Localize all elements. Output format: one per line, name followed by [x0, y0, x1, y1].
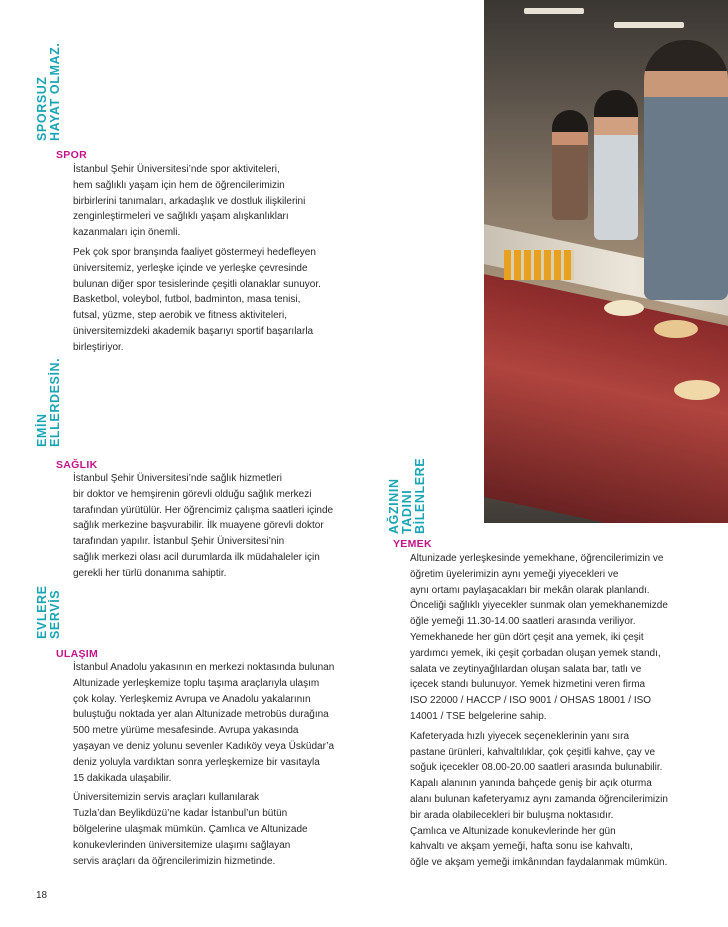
section-heading-ulasim: ULAŞIM: [56, 648, 99, 660]
side-title-line: SPORSUZ: [35, 76, 49, 141]
section-body-yemek: [410, 551, 726, 875]
side-title-line: EVLERE: [35, 585, 49, 639]
side-title-spor: [36, 43, 62, 141]
person-silhouette: [644, 40, 728, 300]
side-title-saglik: [36, 358, 62, 447]
paragraph: Pek çok spor branşında faaliyet göstermeyi hedefleyen üniversitemiz, yerleşke içinde ve yerleşke çevresinde bulunan diğer spor tesislerinde çeşitli olanaklar sunuyor. Basketbol, voleybol, futbol, badminton, masa tenisi, futsal, yüzme, step aerobik ve fitness aktiviteleri, üniversitemizdeki akademik başarıyı sportif başarılarla birleştiriyor.: [73, 246, 321, 353]
section-body-saglik: [73, 471, 373, 586]
drink-bottles: [504, 250, 574, 280]
section-heading-spor: SPOR: [56, 149, 87, 161]
food-plate: [674, 380, 720, 400]
section-body-ulasim: [73, 660, 378, 873]
ceiling-light: [614, 22, 684, 28]
paragraph: Altunizade yerleşkesinde yemekhane, öğrencilerimizin ve öğretim üyelerimizin aynı yemeği yiyecekleri ve aynı ortamı paylaşacakları bir mekân olarak planlandı. Önceliği sağlıklı yiyecekler sunmak olan yemekhanemizde öğle yemeği 11.30-14.00 saatleri arasında veriliyor. Yemekhanede her gün dört çeşit ana yemek, iki çeşit yardımcı yemek, iki çeşit çorbadan oluşan yemek standı, salata ve zeytinyağlılardan oluşan salata bar, tatlı ve içecek standı bulunuyor. Yemek hizmetini veren firma ISO 22000 / HACCP / ISO 9001 / OHSAS 18001 / ISO 14001 / TSE belgelerine sahip.: [410, 553, 668, 722]
side-title-yemek: [388, 458, 427, 534]
side-title-line: ELLERDESİN.: [48, 357, 62, 447]
side-title-line: SERVİS: [48, 589, 62, 639]
paragraph: İstanbul Şehir Üniversitesi’nde sağlık hizmetleri bir doktor ve hemşirenin görevli olduğu sağlık merkezi tarafından yürütülür. Her öğrencimiz çalışma saatleri içinde sağlık merkezine başvurabilir. İlk muayene görevli doktor tarafından yapılır. İstanbul Şehir Üniversitesi’nin sağlık merkezi olası acil durumlarda ilk müdahaleler için gerekli her türlü donanıma sahiptir.: [73, 473, 334, 579]
side-title-line: BİLENLERE: [413, 457, 427, 534]
side-title-line: EMİN: [35, 413, 49, 447]
side-title-line: TADINI: [400, 489, 414, 534]
page-number: 18: [36, 890, 48, 901]
section-heading-saglik: SAĞLIK: [56, 459, 98, 471]
section-heading-yemek: YEMEK: [393, 538, 432, 550]
side-title-ulasim: [36, 585, 62, 639]
food-plate: [604, 300, 644, 316]
cafeteria-photo: [484, 0, 728, 523]
paragraph: Kafeteryada hızlı yiyecek seçeneklerinin yanı sıra pastane ürünleri, kahvaltılıklar, çok çeşitli kahve, çay ve soğuk içecekler 08.00-20.00 saatleri arasında bulunabilir. Kapalı alanının yanında bahçede geniş bir açık oturma alanı bulunan kafeteryamız aynı zamanda öğrencilerimizin bir arada olabilecekleri bir buluşma noktasıdır. Çamlıca ve Altunizade konukevlerinde her gün kahvaltı ve akşam yemeği, hafta sonu ise kahvaltı, öğle ve akşam yemeği imkânından faydalanmak mümkün.: [410, 730, 668, 869]
ceiling-light: [524, 8, 584, 14]
paragraph: İstanbul Şehir Üniversitesi’nde spor aktiviteleri, hem sağlıklı yaşam için hem de öğrencilerimizin birbirlerini tanımaları, arkadaşlık ve dostluk ilişkilerini zenginleştirmeleri ve sağlıklı yaşam alışkanlıkları kazanmaları için önemli.: [73, 164, 306, 239]
side-title-line: HAYAT OLMAZ.: [48, 42, 62, 141]
paragraph: Üniversitemizin servis araçları kullanılarak Tuzla’dan Beylikdüzü’ne kadar İstanbul’un bütün bölgelerine ulaşmak mümkün. Çamlıca ve Altunizade konukevlerinden üniversitemize ulaşımı sağlayan servis araçları da öğrencilerimizin hizmetinde.: [73, 792, 308, 867]
person-silhouette: [552, 110, 588, 220]
section-body-spor: [73, 162, 373, 360]
food-plate: [654, 320, 698, 338]
paragraph: İstanbul Anadolu yakasının en merkezi noktasında bulunan Altunizade yerleşkemize toplu taşıma araçlarıyla ulaşım çok kolay. Yerleşkemiz Avrupa ve Anadolu yakalarının buluştuğu noktada yer alan Altunizade metrobüs durağına 500 metre yürüme mesafesinde. Avrupa yakasında yaşayan ve deniz yolunu sevenler Kadıköy veya Üsküdar’a deniz yoluyla vardıktan sonra yerleşkemize bir vasıtayla 15 dakikada ulaşabilir.: [73, 662, 335, 784]
person-silhouette: [594, 90, 638, 240]
side-title-line: AĞZININ: [387, 478, 401, 534]
